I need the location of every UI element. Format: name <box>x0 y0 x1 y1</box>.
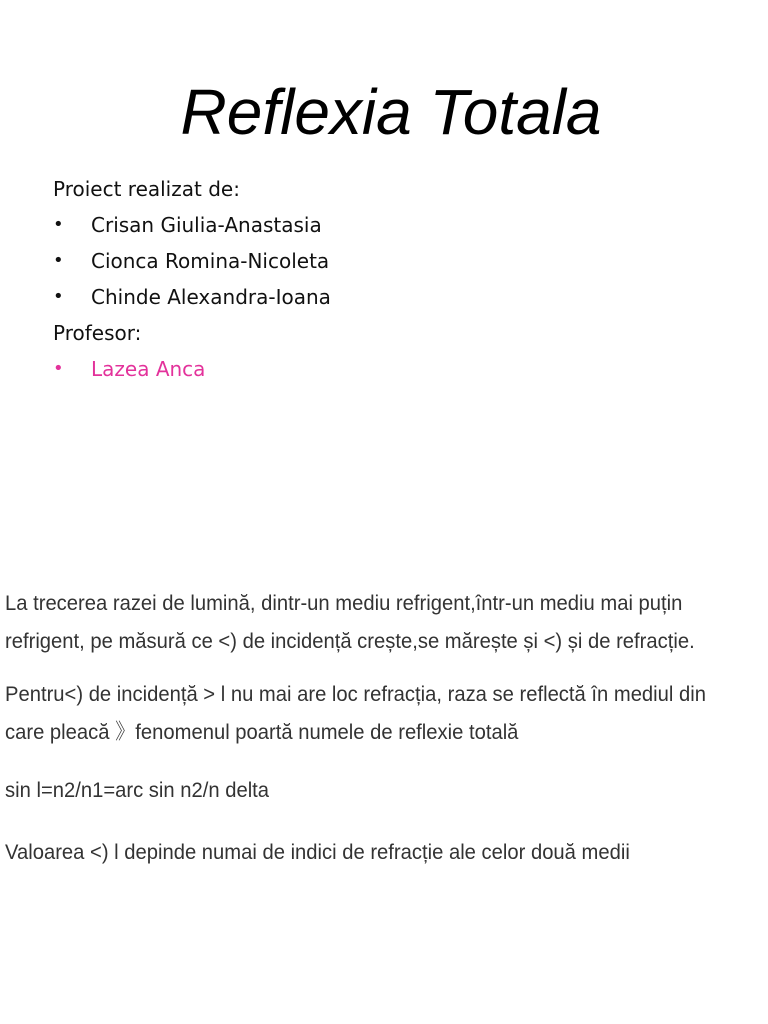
formula-limit-angle: sin l=n2/n1=arc sin n2/n delta <box>5 778 270 802</box>
paragraph-total-reflection-condition: Pentru<) de incidență > l nu mai are loc refracția, raza se reflectă în mediul din care pleacă 》fenomenul poartă numele de reflexie totală <box>5 682 706 744</box>
content-section <box>5 584 715 871</box>
paragraph-limit-angle-dependence: Valoarea <) l depinde numai de indici de refracție ale celor două medii <box>5 840 630 864</box>
project-intro-label: Proiect realizat de: <box>53 177 240 201</box>
author-name: Crisan Giulia-Anastasia <box>91 213 322 237</box>
credits-section <box>53 171 703 387</box>
bullet-icon: • <box>53 286 64 307</box>
page-title: Reflexia Totala <box>180 76 602 148</box>
bullet-icon: • <box>53 250 64 271</box>
bullet-icon: • <box>53 214 64 235</box>
professor-list-item <box>53 351 703 387</box>
bullet-icon: • <box>53 358 64 379</box>
professor-name: Lazea Anca <box>91 357 206 381</box>
author-list-item <box>53 243 703 279</box>
paragraph-total-reflection-intro: La trecerea razei de lumină, dintr-un mediu refrigent,într-un mediu mai puțin refrigent, pe măsură ce <) de incidență crește,se mărește și <) și de refracție. <box>5 591 695 653</box>
author-name: Chinde Alexandra-Ioana <box>91 285 331 309</box>
author-list-item <box>53 279 703 315</box>
author-list-item <box>53 207 703 243</box>
professor-label: Profesor: <box>53 321 142 345</box>
author-name: Cionca Romina-Nicoleta <box>91 249 330 273</box>
